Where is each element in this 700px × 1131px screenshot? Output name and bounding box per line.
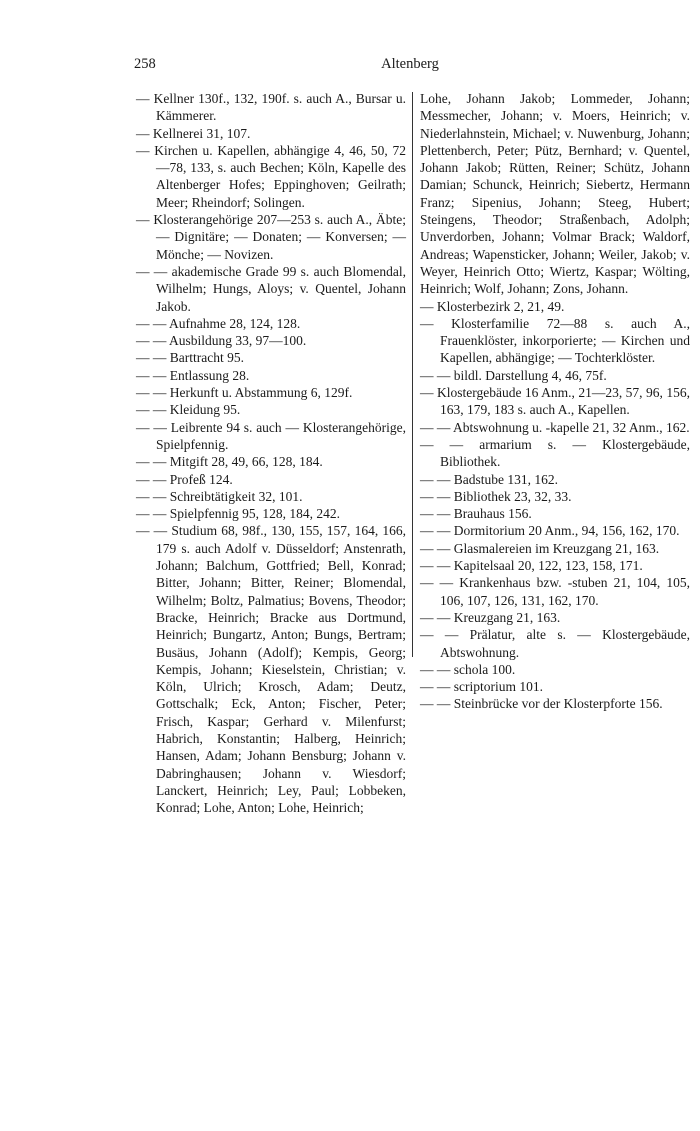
index-entry: — — Herkunft u. Abstammung 6, 129f. [136,385,353,401]
column-divider [412,92,413,657]
index-entry: — — Barttracht 95. [136,350,244,366]
index-entry: — — bildl. Darstellung 4, 46, 75f. [420,367,607,383]
index-column-right [420,90,690,713]
index-entry: — Kellner 130f., 132, 190f. s. auch A., Bursar u. Kämmerer. [136,91,406,124]
index-entry: — Kirchen u. Kapellen, abhängige 4, 46, 50, 72—78, 133, s. auch Bechen; Köln, Kapelle des Altenberger Hofes; Eppinghoven; Geilrath; Meer; Rheindorf; Solingen. [136,142,406,210]
index-entry: — — Bibliothek 23, 32, 33. [420,488,572,504]
index-entry: — — Krankenhaus bzw. -stuben 21, 104, 105, 106, 107, 126, 131, 162, 170. [420,575,690,608]
index-entry: — — Dormitorium 20 Anm., 94, 156, 162, 170. [420,523,680,539]
index-entry: — Klosterangehörige 207—253 s. auch A., Äbte; — Dignitäre; — Donaten; — Konversen; — Mönche; — Novizen. [136,212,406,262]
index-entry: — — Glasmalereien im Kreuzgang 21, 163. [420,540,660,556]
index-entry: — — Aufnahme 28, 124, 128. [136,315,301,331]
index-entry: — — Kapitelsaal 20, 122, 123, 158, 171. [420,558,643,574]
index-entry: — — Ausbildung 33, 97—100. [136,333,307,349]
index-entry: — Kellnerei 31, 107. [136,125,251,141]
index-entry: — — Studium 68, 98f., 130, 155, 157, 164, 166, 179 s. auch Adolf v. Düsseldorf; Anstenrath, Johann; Balchum, Gottfried; Bell, Konrad; Bitter, Johann; Bitter, Reiner; Blomendal, Wilhelm; Boltz, Palmatius; Bovens, Theodor; Bracke, Heinrich; Bracke aus Dortmund, Heinrich; Bungartz, Anton; Bungs, Bertram; Busäus, Johann (Adolf); Kempis, Georg; Kempis, Johann; Kieselstein, Christian; v. Köln, Ulrich; Krosch, Adam; Deutz, Gottschalk; Eck, Anton; Fischer, Peter; Frisch, Kaspar; Gerhard v. Milenfurst; Habrich, Konstantin; Halberg, Heinrich; Hansen, Adam; Johann Bensburg; Johann v. Dabringhausen; Johann v. Wiesdorf; Lanckert, Heinrich; Ley, Paul; Lobbeken, Konrad; Lohe, Anton; Lohe, Heinrich; [136,523,406,816]
index-entry: — — Schreibtätigkeit 32, 101. [136,488,303,504]
page-header [134,56,686,76]
index-entry: — — Profeß 124. [136,471,233,487]
index-entry: — — Spielpfennig 95, 128, 184, 242. [136,506,340,522]
index-entry: — — scriptorium 101. [420,679,543,695]
index-entry: — — Prälatur, alte s. — Klostergebäude, Abtswohnung. [420,627,690,660]
index-entry: — — Badstube 131, 162. [420,471,558,487]
index-entry: — — schola 100. [420,661,516,677]
page-number: 258 [134,56,156,72]
index-entry: — — Leibrente 94 s. auch — Klosterangehörige, Spielpfennig. [136,419,406,452]
index-entry: — Klosterbezirk 2, 21, 49. [420,298,565,314]
index-entry: — — akademische Grade 99 s. auch Blomendal, Wilhelm; Hungs, Aloys; v. Quentel, Johann Jakob. [136,263,406,314]
index-entry: — — Kreuzgang 21, 163. [420,609,561,625]
index-entry: — Klostergebäude 16 Anm., 21—23, 57, 96, 156, 163, 179, 183 s. auch A., Kapellen. [420,385,690,418]
index-entry: — — Kleidung 95. [136,402,241,418]
index-entry: — — Mitgift 28, 49, 66, 128, 184. [136,454,323,470]
index-entry: — — Steinbrücke vor der Klosterpforte 156. [420,696,663,712]
index-column-left [136,90,406,816]
index-entry: — — Entlassung 28. [136,367,250,383]
index-entry: — — Brauhaus 156. [420,506,532,522]
running-head: Altenberg [381,56,439,72]
index-entry: — — armarium s. — Klostergebäude, Bibliothek. [420,436,690,470]
index-entry-continuation: Lohe, Johann Jakob; Lommeder, Johann; Messmecher, Johann; v. Moers, Heinrich; v. Niederlahnstein, Michael; v. Nuwenburg, Johann; Plettenberch, Peter; Pütz, Bernhard; v. Quentel, Johann Jakob; Rütten, Reiner; Schütz, Johann Damian; Schunck, Heinrich; Siebertz, Hermann Franz; Sipenius, Johann; Steeg, Hubert; Steingens, Theodor; Straßenbach, Adolph; Unverdorben, Johann; Volmar Brack; Waldorf, Andreas; Wapensticker, Johann; Weiler, Jakob; v. Weyer, Heinrich Otto; Wiertz, Kaspar; Wölting, Heinrich; Wolf, Johann; Zons, Johann. [420,91,690,297]
index-entry: — Klosterfamilie 72—88 s. auch A., Frauenklöster, inkorporierte; — Kirchen und Kapellen, abhängige; — Tochterklöster. [420,315,690,366]
index-entry: — — Abtswohnung u. -kapelle 21, 32 Anm., 162. [420,419,690,435]
